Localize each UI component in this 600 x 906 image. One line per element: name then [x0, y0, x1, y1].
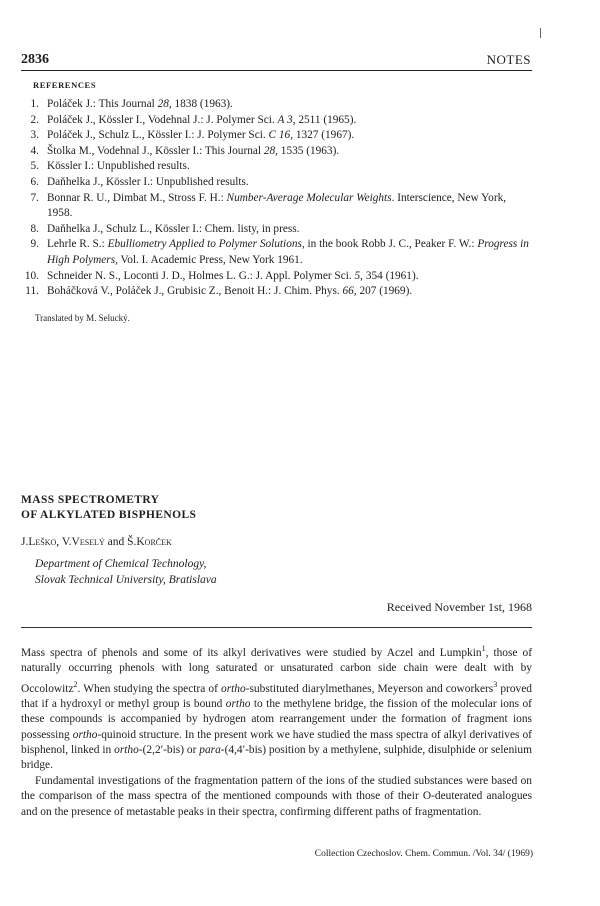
affiliation-department: Department of Chemical Technology, [35, 558, 207, 570]
reference-italic: 5 [354, 269, 361, 282]
reference-number: 5. [30, 160, 39, 173]
reference-text: Poláček J., Schulz L., Kössler I.: J. Polymer Sci. [47, 129, 269, 142]
body-paragraph: Mass spectra of phenols and some of its alkyl derivatives were studied by Aczel and Lumpkin$^1$, those of naturally occurring phenols with long saturated or unsaturated carbon side chain were dealt with by Occolowitz$^2$. When studying the spectra of ortho-substituted diarylmethanes, Meyerson and coworkers$^3$ proved that if a hydroxyl or methyl group is bound ortho to the methylene bridge, the fission of the molecular ions of these compounds is accompanied by hydrogen atom rearrangement under the formation of fragment ions possessing ortho-quinoid structure. In the present work we have studied the mass spectra of alkyl derivatives of bisphenol, linked in ortho-(2,2′-bis) or para-(4,4′-bis) position by a methylene, sulphide, disulphide or selenium bridge. [21, 644, 532, 772]
reference-number: 1. [30, 98, 39, 110]
author-separator: and [104, 536, 128, 548]
reference-item [24, 222, 529, 238]
reference-text: Schneider N. S., Loconti J. D., Holmes L. G.: J. Appl. Polymer Sci. [47, 269, 355, 282]
body-paragraph: Fundamental investigations of the fragmentation pattern of the ions of the studied substances were based on the comparison of the mass spectra of the mentioned compounds with those of their O-deuterated analogues and on the presence of metastable peaks in their spectra, confirming different paths of fragmentation. [21, 774, 532, 818]
journal-footer: Collection Czechoslov. Chem. Commun. /Vol. 34/ (1969) [314, 849, 533, 859]
reference-text: , 207 (1969). [353, 285, 413, 298]
reference-text: , 1535 (1963). [275, 144, 340, 157]
reference-text: Kössler I.: Unpublished results. [47, 160, 190, 173]
reference-text: , 2511 (1965). [292, 113, 357, 126]
references-heading: REFERENCES [33, 80, 97, 90]
reference-item [24, 237, 529, 268]
reference-text: , Vol. I. Academic Press, New York 1961. [115, 253, 303, 266]
reference-text: . Interscience, New York, 1958. [47, 191, 507, 220]
reference-italic: 28 [157, 98, 169, 110]
reference-item [24, 175, 529, 191]
reference-item [24, 269, 529, 285]
reference-list [24, 97, 529, 300]
reference-text: , 354 (1961). [360, 269, 419, 282]
page-header [21, 46, 531, 70]
reference-number: 2. [30, 113, 39, 126]
affiliation-university: Slovak Technical University, Bratislava [35, 574, 217, 586]
reference-text: , in the book Robb J. C., Peaker F. W.: [301, 238, 478, 251]
reference-number: 8. [30, 222, 39, 235]
author-list [21, 536, 172, 548]
reference-text: Lehrle R. S.: [47, 238, 108, 251]
reference-text: Poláček J., Kössler I., Vodehnal J.: J. Polymer Sci. [47, 113, 278, 126]
reference-text: Poláček J.: This Journal [47, 98, 158, 110]
reference-number: 9. [30, 238, 39, 251]
reference-text: , 1838 (1963). [168, 98, 233, 110]
header-rule [21, 70, 532, 71]
reference-text: Daňhelka J., Kössler I.: Unpublished results. [47, 175, 249, 188]
reference-item [24, 159, 529, 175]
reference-number: 10. [24, 269, 39, 282]
page-corner-mark [540, 28, 541, 38]
reference-text: , 1327 (1967). [290, 129, 355, 142]
reference-item [24, 284, 529, 300]
reference-italic: Number-Average Molecular Weights [226, 191, 392, 204]
reference-text: Daňhelka J., Schulz L., Kössler I.: Chem. listy, in press. [47, 222, 300, 235]
reference-number: 4. [30, 144, 39, 157]
article-title-line: OF ALKYLATED BISPHENOLS [21, 509, 197, 521]
abstract-rule [21, 627, 532, 628]
reference-italic: 66 [342, 285, 354, 298]
running-head: NOTES [486, 52, 531, 67]
received-date: Received November 1st, 1968 [386, 600, 532, 614]
reference-item [24, 113, 529, 129]
reference-item [24, 97, 529, 113]
author-name: Š.Korček [127, 536, 172, 548]
affiliation [35, 556, 217, 588]
page-number: 2836 [21, 52, 49, 67]
reference-number: 11. [25, 285, 39, 298]
reference-number: 6. [30, 175, 39, 188]
reference-item [24, 128, 529, 144]
reference-italic: 28 [263, 144, 276, 157]
reference-italic: A 3 [277, 113, 293, 126]
article-body [21, 641, 532, 820]
article-title-line: MASS SPECTROMETRY [21, 494, 160, 506]
translator-credit: Translated by M. Selucký. [35, 313, 130, 323]
reference-item [24, 144, 529, 160]
reference-italic: Ebulliometry Applied to Polymer Solutions [107, 238, 302, 251]
reference-text: Bonnar R. U., Dimbat M., Stross F. H.: [47, 191, 227, 204]
author-separator: , [56, 536, 62, 548]
author-name: V.Veselý [61, 536, 105, 548]
reference-number: 7. [30, 191, 39, 204]
reference-italic: Progress in High Polymers [47, 238, 529, 266]
author-name: J.Leško [21, 536, 57, 548]
article-title [21, 493, 196, 523]
reference-item [24, 191, 529, 222]
reference-italic: C 16 [268, 129, 291, 142]
reference-text: Štolka M., Vodehnal J., Kössler I.: This Journal [47, 144, 264, 157]
reference-text: Boháčková V., Poláček J., Grubisic Z., Benoit H.: J. Chim. Phys. [47, 285, 343, 298]
reference-number: 3. [30, 129, 39, 142]
